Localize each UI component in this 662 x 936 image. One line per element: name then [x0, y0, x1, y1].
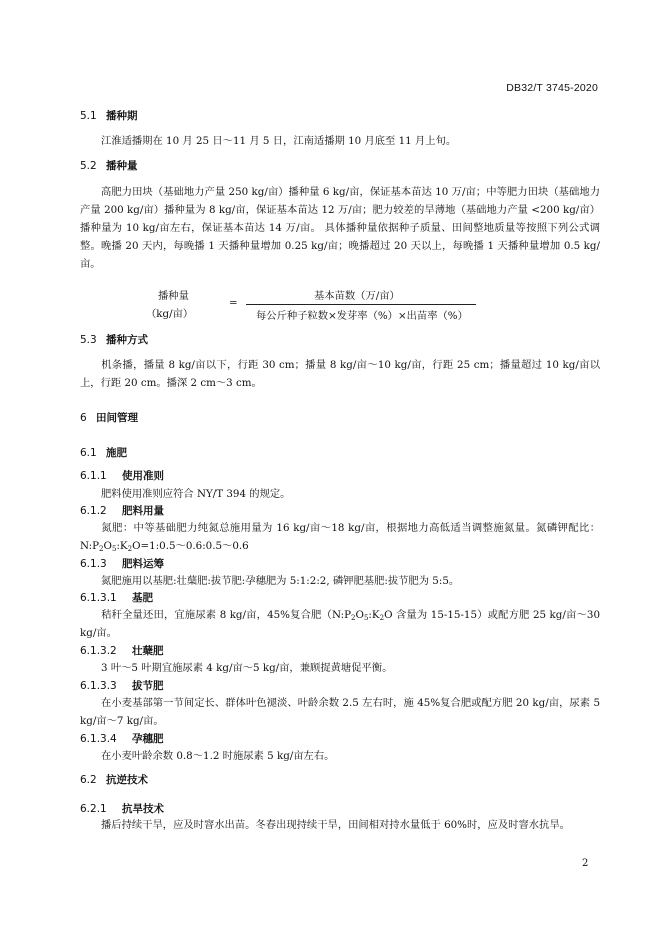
heading-5-3: [80, 332, 148, 347]
heading-title: 抗逆技术: [106, 774, 148, 786]
heading-title: 壮蘖肥: [132, 645, 164, 657]
formula-fraction-bar: [246, 304, 476, 305]
paragraph-drought-resistance: [80, 816, 600, 834]
paragraph-text: 机条播，播量 8 kg/亩以下，行距 30 cm；播量 8 kg/亩～10 kg/亩，行距 25 cm；播量超过 10 kg/亩以上，行距 20 cm。播深 2 cm～3 cm。: [80, 359, 600, 389]
heading-title: 孕穗肥: [132, 733, 164, 745]
heading-number: 5.3: [80, 334, 97, 346]
page-number: 2: [582, 858, 589, 869]
heading-number: 6.2: [80, 774, 97, 786]
formula-denominator: 每公斤种子粒数×发芽率（%）×出苗率（%）: [256, 310, 468, 322]
paragraph-text: 肥料使用准则应符合 NY/T 394 的规定。: [101, 488, 291, 500]
formula-lhs-top: 播种量: [158, 290, 189, 302]
heading-title: 播种期: [106, 110, 138, 122]
heading-number: 6.1.1: [80, 470, 107, 482]
paragraph-sowing-period: [80, 132, 600, 150]
heading-number: 6.1.3.2: [80, 645, 117, 657]
heading-title: 肥料运筹: [122, 558, 164, 570]
paragraph-text: 3 叶～5 叶期宜施尿素 4 kg/亩～5 kg/亩，兼顾捉黄塘促平衡。: [101, 662, 393, 674]
heading-number: 6.1: [80, 447, 97, 459]
heading-6-1-2: [80, 503, 164, 518]
heading-number: 6.1.3: [80, 558, 107, 570]
heading-6-1-1: [80, 468, 164, 483]
heading-6-1-3: [80, 556, 164, 571]
heading-number: 5.2: [80, 160, 97, 172]
paragraph-text: O: [355, 609, 364, 621]
heading-5-2: [80, 158, 138, 173]
heading-6-1-3-3: [80, 678, 164, 693]
ratio-text: O: [103, 540, 112, 552]
heading-title: 播种方式: [106, 334, 148, 346]
heading-5-1: [80, 108, 138, 123]
subscript: 2: [99, 545, 104, 553]
paragraph-text: O 含量为 15-15-15）或配方肥 25 kg/亩～30 kg/亩。: [80, 609, 600, 639]
paragraph-text: :K: [368, 609, 380, 621]
paragraph-jointing-fertilizer: [80, 694, 600, 730]
ratio-text: N:P: [80, 540, 100, 552]
paragraph-base-fertilizer: [80, 606, 600, 642]
heading-6: [80, 410, 138, 425]
paragraph-seeding-rate: [80, 183, 600, 273]
paragraph-text: 播后持续干旱，应及时窨水出苗。冬春出现持续干旱，田间相对持水量低于 60%时，应及时窨水抗旱。: [101, 819, 570, 831]
paragraph-text: 江淮适播期在 10 月 25 日～11 月 5 日，江南适播期 10 月底至 11 月上旬。: [101, 135, 457, 147]
heading-6-1-3-1: [80, 590, 153, 605]
subscript: 5: [363, 614, 369, 622]
heading-title: 基肥: [132, 592, 153, 604]
heading-number: 6: [80, 412, 87, 424]
paragraph-text: 在小麦叶龄余数 0.8～1.2 时施尿素 5 kg/亩左右。: [101, 750, 335, 762]
paragraph-fertilizer-schedule: [80, 572, 600, 590]
heading-number: 5.1: [80, 110, 97, 122]
paragraph-booting-fertilizer: [80, 747, 600, 765]
heading-title: 使用准则: [122, 470, 164, 482]
heading-title: 施肥: [106, 447, 127, 459]
paragraph-text: 秸秆全量还田，宜施尿素 8 kg/亩，45%复合肥（N:P: [101, 609, 352, 621]
document-code: DB32/T 3745-2020: [506, 82, 598, 94]
paragraph-sowing-method: [80, 356, 600, 392]
ratio-text: :K: [116, 540, 128, 552]
heading-6-2: [80, 772, 148, 787]
heading-6-1-3-2: [80, 643, 164, 658]
paragraph-text: 在小麦基部第一节间定长、群体叶色褪淡、叶龄余数 2.5 左右时，施 45%复合肥或配方肥 20 kg/亩，尿素 5 kg/亩～7 kg/亩。: [80, 697, 600, 727]
heading-number: 6.1.3.4: [80, 733, 117, 745]
paragraph-text: 氮肥施用以基肥:壮蘖肥:拔节肥:孕穗肥为 5:1:2:2, 磷钾肥基肥:拔节肥为 5:5。: [101, 575, 460, 587]
ratio-text: O=1:0.5～0.6:0.5～0.6: [132, 540, 249, 552]
heading-number: 6.1.3.3: [80, 680, 117, 692]
paragraph-usage-rules: [80, 485, 600, 503]
heading-title: 播种量: [106, 160, 138, 172]
paragraph-tillering-fertilizer: [80, 659, 600, 677]
subscript: 2: [351, 614, 356, 622]
heading-title: 田间管理: [96, 412, 138, 424]
subscript: 2: [127, 545, 133, 553]
paragraph-text: 高肥力田块（基础地力产量 250 kg/亩）播种量 6 kg/亩，保证基本苗达 10 万/亩；中等肥力田块（基础地力产量 200 kg/亩）播种量为 8 kg/亩，保证基本苗达 12 万/亩；肥力较差的旱薄地（基础地力产量 <200 kg/亩）播种量为 10 kg/亩左右，保证基本苗达 14 万/亩。 具体播种量依据种子质量、田间整地质量等按照下列公式调整。晚播 20 天内，每晚播 1 天播种量增加 0.25 kg/亩；晚播超过 20 天以上，每晚播 1 天播种量增加 0.5 kg/亩。: [80, 186, 600, 270]
heading-number: 6.1.2: [80, 505, 107, 517]
heading-title: 抗旱技术: [122, 803, 164, 815]
formula-equals: =: [229, 297, 238, 309]
formula-numerator: 基本苗数（万/亩）: [314, 290, 400, 302]
formula-lhs-unit: （kg/亩）: [146, 308, 194, 320]
heading-title: 肥料用量: [122, 505, 164, 517]
heading-number: 6.1.3.1: [80, 592, 117, 604]
heading-number: 6.2.1: [80, 803, 107, 815]
heading-6-1-3-4: [80, 731, 164, 746]
subscript: 5: [111, 545, 117, 553]
heading-6-2-1: [80, 801, 164, 816]
paragraph-fertilizer-amount: [80, 519, 600, 555]
heading-title: 拔节肥: [132, 680, 164, 692]
paragraph-text: 氮肥：中等基础肥力纯氮总施用量为 16 kg/亩～18 kg/亩，根据地力高低适当调整施氮量。氮磷钾配比：: [101, 522, 600, 534]
subscript: 2: [379, 614, 385, 622]
heading-6-1: [80, 445, 127, 460]
